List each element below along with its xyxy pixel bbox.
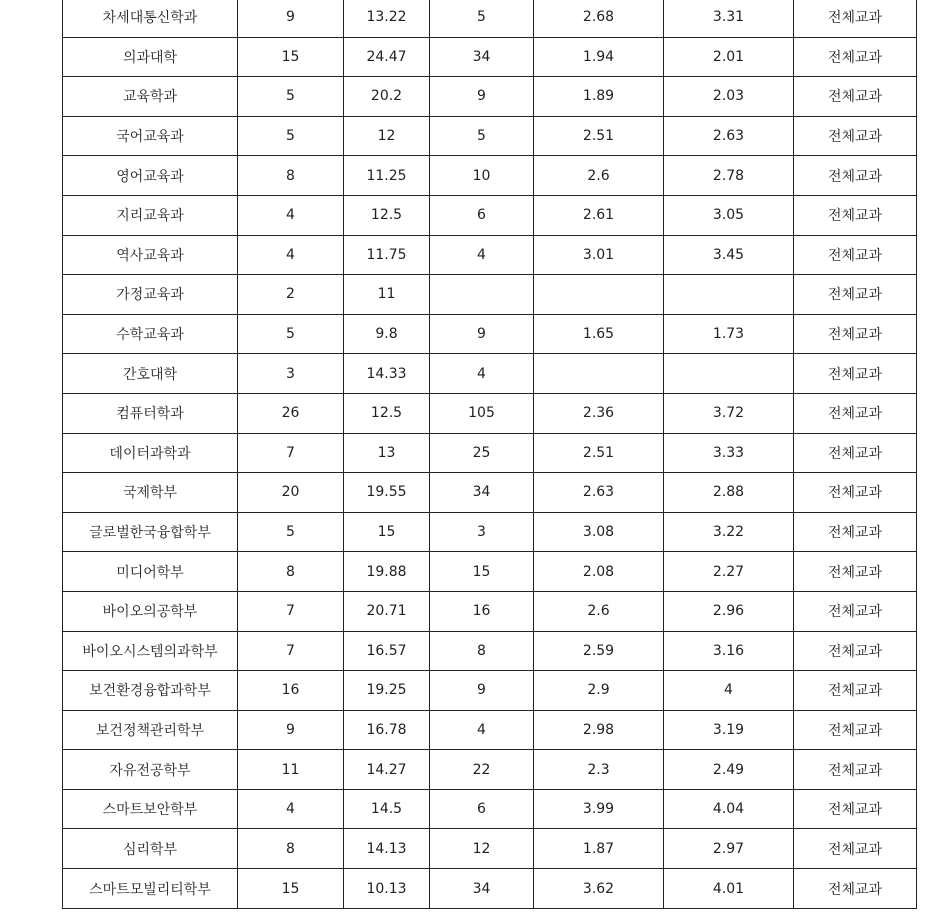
department-cell: 글로벌한국융합학부 <box>63 512 238 552</box>
grade-cut-70-cell: 2.96 <box>664 591 794 631</box>
table-row <box>63 77 917 117</box>
competition-rate-cell: 14.5 <box>344 789 430 829</box>
grade-cut-70-cell <box>664 275 794 315</box>
reflected-subjects-cell: 전체교과 <box>794 591 917 631</box>
quota-cell: 26 <box>238 393 344 433</box>
grade-cut-50-cell: 2.9 <box>534 671 664 711</box>
department-cell: 간호대학 <box>63 354 238 394</box>
quota-cell: 7 <box>238 631 344 671</box>
department-cell: 심리학부 <box>63 829 238 869</box>
grade-cut-70-cell: 3.72 <box>664 393 794 433</box>
table-row <box>63 156 917 196</box>
quota-cell: 9 <box>238 710 344 750</box>
competition-rate-cell: 14.33 <box>344 354 430 394</box>
quota-cell: 2 <box>238 275 344 315</box>
quota-cell: 7 <box>238 591 344 631</box>
reflected-subjects-cell: 전체교과 <box>794 37 917 77</box>
competition-rate-cell: 11.25 <box>344 156 430 196</box>
grade-cut-50-cell: 1.94 <box>534 37 664 77</box>
grade-cut-70-cell: 2.01 <box>664 37 794 77</box>
competition-rate-cell: 19.88 <box>344 552 430 592</box>
table-row <box>63 591 917 631</box>
grade-cut-50-cell: 1.65 <box>534 314 664 354</box>
reflected-subjects-cell: 전체교과 <box>794 710 917 750</box>
competition-rate-cell: 11 <box>344 275 430 315</box>
applicants-cell: 105 <box>430 393 534 433</box>
department-cell: 스마트보안학부 <box>63 789 238 829</box>
department-cell: 가정교육과 <box>63 275 238 315</box>
grade-cut-50-cell: 2.6 <box>534 591 664 631</box>
competition-rate-cell: 12.5 <box>344 195 430 235</box>
department-cell: 자유전공학부 <box>63 750 238 790</box>
applicants-cell: 10 <box>430 156 534 196</box>
applicants-cell: 22 <box>430 750 534 790</box>
quota-cell: 5 <box>238 512 344 552</box>
competition-rate-cell: 14.13 <box>344 829 430 869</box>
grade-cut-70-cell: 2.78 <box>664 156 794 196</box>
quota-cell: 4 <box>238 789 344 829</box>
table-row <box>63 512 917 552</box>
quota-cell: 7 <box>238 433 344 473</box>
table-row <box>63 275 917 315</box>
table-row <box>63 354 917 394</box>
department-cell: 스마트모빌리티학부 <box>63 869 238 909</box>
reflected-subjects-cell: 전체교과 <box>794 869 917 909</box>
grade-cut-50-cell: 2.68 <box>534 0 664 37</box>
grade-cut-50-cell: 1.89 <box>534 77 664 117</box>
grade-cut-50-cell: 3.99 <box>534 789 664 829</box>
table-row <box>63 869 917 909</box>
applicants-cell: 34 <box>430 37 534 77</box>
applicants-cell: 8 <box>430 631 534 671</box>
grade-cut-50-cell: 2.3 <box>534 750 664 790</box>
table-row <box>63 789 917 829</box>
grade-cut-50-cell: 1.87 <box>534 829 664 869</box>
applicants-cell: 3 <box>430 512 534 552</box>
quota-cell: 8 <box>238 156 344 196</box>
grade-cut-50-cell: 3.01 <box>534 235 664 275</box>
department-cell: 국제학부 <box>63 473 238 513</box>
department-cell: 교육학과 <box>63 77 238 117</box>
reflected-subjects-cell: 전체교과 <box>794 0 917 37</box>
applicants-cell: 34 <box>430 869 534 909</box>
grade-cut-70-cell: 1.73 <box>664 314 794 354</box>
quota-cell: 20 <box>238 473 344 513</box>
quota-cell: 5 <box>238 116 344 156</box>
department-cell: 보건환경융합과학부 <box>63 671 238 711</box>
quota-cell: 9 <box>238 0 344 37</box>
grade-cut-50-cell <box>534 354 664 394</box>
reflected-subjects-cell: 전체교과 <box>794 671 917 711</box>
department-cell: 보건정책관리학부 <box>63 710 238 750</box>
reflected-subjects-cell: 전체교과 <box>794 275 917 315</box>
admissions-table <box>62 0 917 909</box>
table-row <box>63 671 917 711</box>
grade-cut-70-cell: 2.88 <box>664 473 794 513</box>
grade-cut-70-cell: 3.16 <box>664 631 794 671</box>
competition-rate-cell: 16.78 <box>344 710 430 750</box>
reflected-subjects-cell: 전체교과 <box>794 750 917 790</box>
grade-cut-50-cell: 3.62 <box>534 869 664 909</box>
table-row <box>63 314 917 354</box>
reflected-subjects-cell: 전체교과 <box>794 473 917 513</box>
competition-rate-cell: 9.8 <box>344 314 430 354</box>
applicants-cell: 25 <box>430 433 534 473</box>
grade-cut-70-cell: 3.05 <box>664 195 794 235</box>
applicants-cell: 6 <box>430 195 534 235</box>
competition-rate-cell: 12 <box>344 116 430 156</box>
table-row <box>63 631 917 671</box>
department-cell: 국어교육과 <box>63 116 238 156</box>
quota-cell: 5 <box>238 77 344 117</box>
table-row <box>63 750 917 790</box>
competition-rate-cell: 16.57 <box>344 631 430 671</box>
competition-rate-cell: 13.22 <box>344 0 430 37</box>
department-cell: 영어교육과 <box>63 156 238 196</box>
table-row <box>63 195 917 235</box>
reflected-subjects-cell: 전체교과 <box>794 789 917 829</box>
applicants-cell <box>430 275 534 315</box>
grade-cut-50-cell: 2.51 <box>534 433 664 473</box>
applicants-cell: 4 <box>430 354 534 394</box>
grade-cut-70-cell: 3.33 <box>664 433 794 473</box>
grade-cut-70-cell: 2.97 <box>664 829 794 869</box>
competition-rate-cell: 24.47 <box>344 37 430 77</box>
quota-cell: 11 <box>238 750 344 790</box>
reflected-subjects-cell: 전체교과 <box>794 195 917 235</box>
grade-cut-70-cell: 3.31 <box>664 0 794 37</box>
competition-rate-cell: 11.75 <box>344 235 430 275</box>
competition-rate-cell: 19.55 <box>344 473 430 513</box>
applicants-cell: 12 <box>430 829 534 869</box>
competition-rate-cell: 10.13 <box>344 869 430 909</box>
department-cell: 의과대학 <box>63 37 238 77</box>
table-row <box>63 473 917 513</box>
table-row <box>63 0 917 37</box>
grade-cut-50-cell: 2.6 <box>534 156 664 196</box>
grade-cut-70-cell: 2.27 <box>664 552 794 592</box>
quota-cell: 16 <box>238 671 344 711</box>
grade-cut-70-cell: 2.63 <box>664 116 794 156</box>
applicants-cell: 4 <box>430 710 534 750</box>
reflected-subjects-cell: 전체교과 <box>794 631 917 671</box>
quota-cell: 3 <box>238 354 344 394</box>
applicants-cell: 6 <box>430 789 534 829</box>
quota-cell: 8 <box>238 829 344 869</box>
table-row <box>63 235 917 275</box>
department-cell: 컴퓨터학과 <box>63 393 238 433</box>
grade-cut-70-cell: 2.03 <box>664 77 794 117</box>
quota-cell: 15 <box>238 37 344 77</box>
table-row <box>63 37 917 77</box>
department-cell: 바이오시스템의과학부 <box>63 631 238 671</box>
competition-rate-cell: 20.71 <box>344 591 430 631</box>
grade-cut-50-cell: 2.98 <box>534 710 664 750</box>
grade-cut-70-cell: 4.01 <box>664 869 794 909</box>
table-body <box>63 0 917 909</box>
grade-cut-50-cell: 2.08 <box>534 552 664 592</box>
applicants-cell: 15 <box>430 552 534 592</box>
competition-rate-cell: 13 <box>344 433 430 473</box>
applicants-cell: 34 <box>430 473 534 513</box>
quota-cell: 15 <box>238 869 344 909</box>
reflected-subjects-cell: 전체교과 <box>794 512 917 552</box>
grade-cut-50-cell: 2.63 <box>534 473 664 513</box>
reflected-subjects-cell: 전체교과 <box>794 393 917 433</box>
quota-cell: 5 <box>238 314 344 354</box>
table-row <box>63 552 917 592</box>
applicants-cell: 5 <box>430 116 534 156</box>
reflected-subjects-cell: 전체교과 <box>794 116 917 156</box>
grade-cut-70-cell: 4.04 <box>664 789 794 829</box>
department-cell: 수학교육과 <box>63 314 238 354</box>
applicants-cell: 9 <box>430 314 534 354</box>
applicants-cell: 5 <box>430 0 534 37</box>
grade-cut-70-cell: 4 <box>664 671 794 711</box>
reflected-subjects-cell: 전체교과 <box>794 156 917 196</box>
table-row <box>63 710 917 750</box>
grade-cut-50-cell: 2.61 <box>534 195 664 235</box>
grade-cut-50-cell <box>534 275 664 315</box>
reflected-subjects-cell: 전체교과 <box>794 314 917 354</box>
reflected-subjects-cell: 전체교과 <box>794 433 917 473</box>
applicants-cell: 9 <box>430 671 534 711</box>
competition-rate-cell: 15 <box>344 512 430 552</box>
quota-cell: 8 <box>238 552 344 592</box>
reflected-subjects-cell: 전체교과 <box>794 552 917 592</box>
table-row <box>63 393 917 433</box>
quota-cell: 4 <box>238 235 344 275</box>
department-cell: 미디어학부 <box>63 552 238 592</box>
applicants-cell: 16 <box>430 591 534 631</box>
table-row <box>63 829 917 869</box>
reflected-subjects-cell: 전체교과 <box>794 354 917 394</box>
grade-cut-50-cell: 2.59 <box>534 631 664 671</box>
department-cell: 데이터과학과 <box>63 433 238 473</box>
grade-cut-70-cell: 3.45 <box>664 235 794 275</box>
quota-cell: 4 <box>238 195 344 235</box>
grade-cut-50-cell: 3.08 <box>534 512 664 552</box>
reflected-subjects-cell: 전체교과 <box>794 829 917 869</box>
grade-cut-70-cell: 3.19 <box>664 710 794 750</box>
department-cell: 지리교육과 <box>63 195 238 235</box>
competition-rate-cell: 14.27 <box>344 750 430 790</box>
department-cell: 차세대통신학과 <box>63 0 238 37</box>
department-cell: 역사교육과 <box>63 235 238 275</box>
grade-cut-70-cell <box>664 354 794 394</box>
reflected-subjects-cell: 전체교과 <box>794 77 917 117</box>
reflected-subjects-cell: 전체교과 <box>794 235 917 275</box>
applicants-cell: 9 <box>430 77 534 117</box>
grade-cut-70-cell: 2.49 <box>664 750 794 790</box>
applicants-cell: 4 <box>430 235 534 275</box>
grade-cut-70-cell: 3.22 <box>664 512 794 552</box>
table-row <box>63 433 917 473</box>
grade-cut-50-cell: 2.51 <box>534 116 664 156</box>
table-row <box>63 116 917 156</box>
department-cell: 바이오의공학부 <box>63 591 238 631</box>
grade-cut-50-cell: 2.36 <box>534 393 664 433</box>
competition-rate-cell: 20.2 <box>344 77 430 117</box>
competition-rate-cell: 19.25 <box>344 671 430 711</box>
competition-rate-cell: 12.5 <box>344 393 430 433</box>
